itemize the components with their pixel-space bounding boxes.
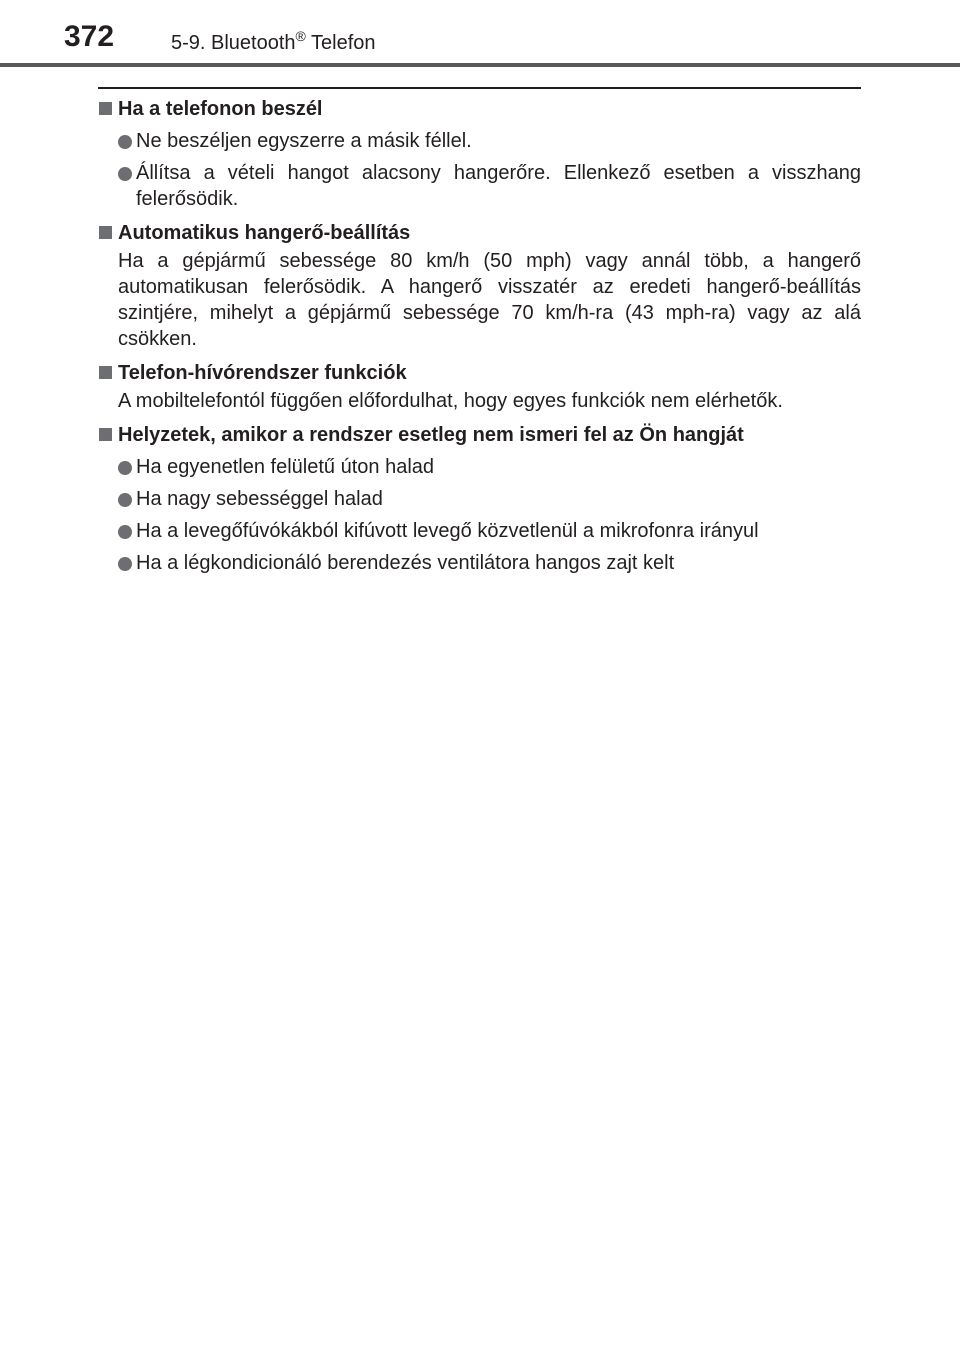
paragraph-auto-volume: Ha a gépjármű sebessége 80 km/h (50 mph) vagy annál több, a hangerő automatikusan felerősödik. A hangerő visszatér az eredeti hangerő-beállítás szintjére, mihelyt a gépjármű sebessége 70 km/h-ra (43 mph-ra) vagy az alá csökken. [118,250,861,350]
list-item-text: Ha a levegőfúvókákból kifúvott levegő közvetlenül a mikrofonra irányul [136,520,759,542]
heading-text: Telefon-hívórendszer funkciók [118,362,407,384]
section-heading-talking [98,96,861,122]
header-rule [0,63,960,67]
list-item-text: Ha nagy sebességgel halad [136,488,383,510]
square-bullet-icon [99,226,112,239]
list-item [98,486,861,512]
round-bullet-icon [118,461,132,475]
heading-text: Ha a telefonon beszél [118,98,323,120]
square-bullet-icon [99,366,112,379]
list-item-text: Ne beszéljen egyszerre a másik féllel. [136,130,472,152]
section-heading-auto-volume [98,220,861,246]
round-bullet-icon [118,525,132,539]
page-header [0,0,960,66]
bullet-list-voice-recognition [98,454,861,576]
section-title-prefix: 5-9. Bluetooth [171,32,296,54]
round-bullet-icon [118,135,132,149]
page-content [98,96,861,576]
paragraph-call-functions: A mobiltelefontól függően előfordulhat, hogy egyes funkciók nem elérhetők. [118,390,783,412]
list-item-text: Ha a légkondicionáló berendezés ventilátora hangos zajt kelt [136,552,675,574]
section-heading-voice-recognition [98,422,861,448]
page-number: 372 [64,20,115,53]
section-title-suffix: Telefon [305,32,376,54]
list-item [98,454,861,480]
section-heading-call-functions [98,360,861,386]
heading-text: Automatikus hangerő-beállítás [118,222,411,244]
bullet-list-talking [98,128,861,212]
list-item [98,160,861,212]
list-item [98,550,861,576]
square-bullet-icon [99,428,112,441]
round-bullet-icon [118,557,132,571]
round-bullet-icon [118,493,132,507]
list-item-text: Ha egyenetlen felületű úton halad [136,456,435,478]
section-title [171,28,376,55]
list-item [98,128,861,154]
heading-text: Helyzetek, amikor a rendszer esetleg nem ismeri fel az Ön hangját [118,424,744,446]
round-bullet-icon [118,167,132,181]
list-item-text: Állítsa a vételi hangot alacsony hangerőre. Ellenkező esetben a visszhang felerősödik. [136,162,861,210]
content-top-rule [98,87,861,89]
square-bullet-icon [99,102,112,115]
registered-mark: ® [295,28,306,44]
list-item [98,518,861,544]
